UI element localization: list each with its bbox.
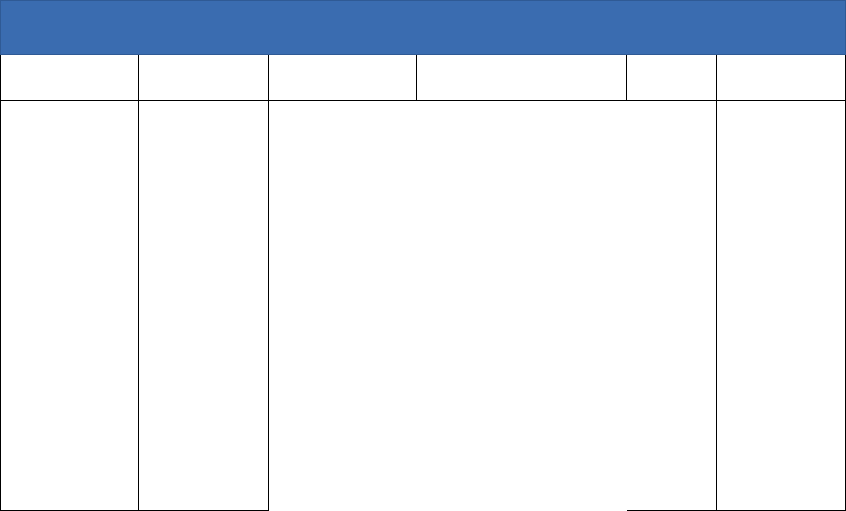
table-title	[0, 0, 846, 55]
assessment-cell	[139, 101, 269, 511]
header-personal	[1, 55, 139, 101]
header-prospect	[417, 55, 627, 101]
header-direction	[269, 55, 417, 101]
header-industry	[627, 55, 717, 101]
industry-cell	[627, 101, 717, 511]
final-result-cell	[717, 101, 846, 511]
header-assessment	[139, 55, 269, 101]
header-final	[717, 55, 846, 101]
personal-info-cell	[1, 101, 139, 511]
